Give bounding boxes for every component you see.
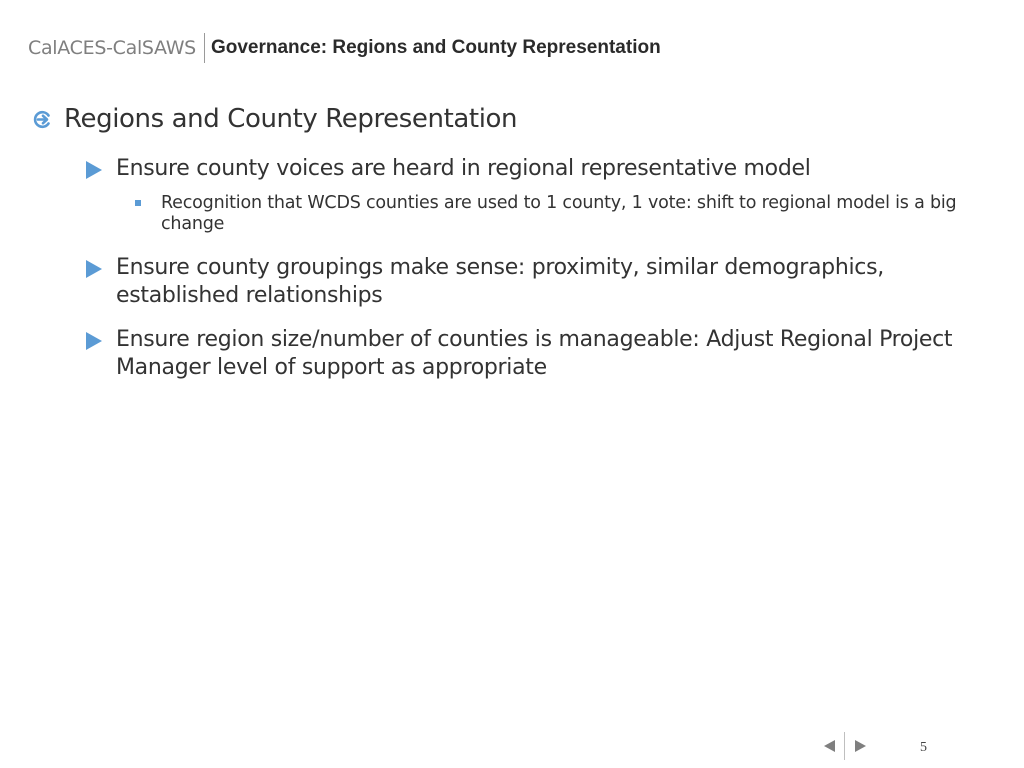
triangle-right-icon[interactable]	[853, 739, 867, 753]
page-number: 5	[920, 740, 927, 755]
slide-header	[28, 33, 661, 63]
bullet-text: Ensure county voices are heard in regional representative model	[116, 156, 811, 181]
circled-arrow-right-icon	[33, 110, 52, 129]
section-title: Governance: Regions and County Representation	[210, 37, 661, 58]
bullet-item	[86, 155, 996, 183]
bullet-text: Ensure county groupings make sense: proximity, similar demographics, established relationships	[116, 255, 884, 308]
triangle-bullet-icon	[86, 161, 102, 179]
bullet-item	[86, 254, 996, 310]
bullet-item	[86, 326, 996, 382]
triangle-left-icon[interactable]	[822, 739, 836, 753]
heading-text: Regions and County Representation	[64, 104, 518, 134]
brand-title: CalACES-CalSAWS	[28, 37, 196, 59]
slide-navigation	[822, 731, 867, 761]
bullet-text: Ensure region size/number of counties is manageable: Adjust Regional Project Manager level of support as appropriate	[116, 327, 953, 380]
square-bullet-icon	[135, 200, 141, 206]
sub-bullet-item	[135, 193, 981, 235]
triangle-bullet-icon	[86, 260, 102, 278]
sub-bullet-text: Recognition that WCDS counties are used to 1 county, 1 vote: shift to regional model is a big change	[161, 193, 957, 234]
heading-bullet	[33, 104, 517, 134]
triangle-bullet-icon	[86, 332, 102, 350]
nav-divider	[844, 732, 845, 760]
header-divider	[204, 33, 205, 63]
